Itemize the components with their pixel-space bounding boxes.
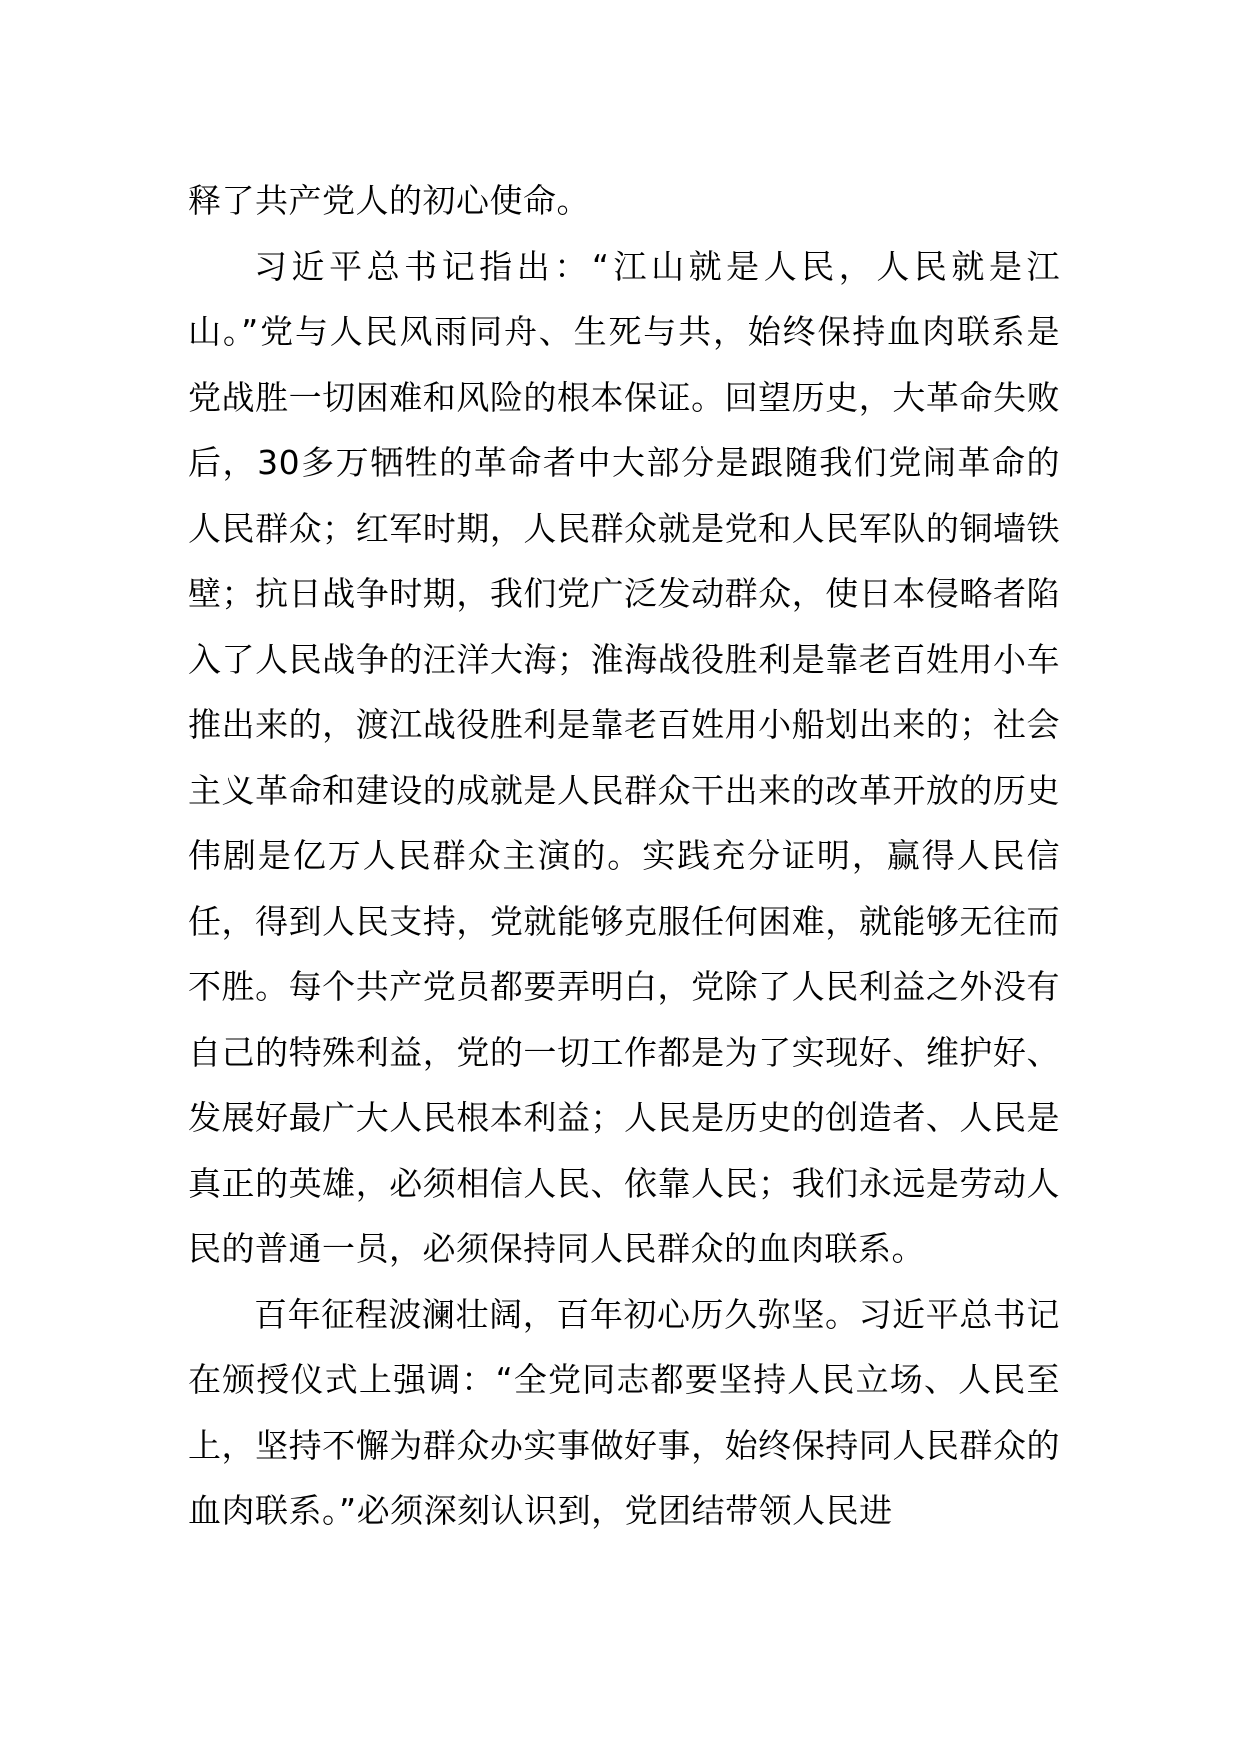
paragraph-people-are-country: 习近平总书记指出：“江山就是人民，人民就是江山。”党与人民风雨同舟、生死与共，始终保持血肉联系是党战胜一切困难和风险的根本保证。回望历史，大革命失败后，30多万牺牲的革命者中大部分是跟随我们党闹革命的人民群众；红军时期，人民群众就是党和人民军队的铜墙铁壁；抗日战争时期，我们党广泛发动群众，使日本侵略者陷入了人民战争的汪洋大海；淮海战役胜利是靠老百姓用小车推出来的，渡江战役胜利是靠老百姓用小船划出来的；社会主义革命和建设的成就是人民群众干出来的改革开放的历史伟剧是亿万人民群众主演的。实践充分证明，赢得人民信任，得到人民支持，党就能够克服任何困难，就能够无往而不胜。每个共产党员都要弄明白，党除了人民利益之外没有自己的特殊利益，党的一切工作都是为了实现好、维护好、发展好最广大人民根本利益；人民是历史的创造者、人民是真正的英雄，必须相信人民、依靠人民；我们永远是劳动人民的普通一员，必须保持同人民群众的血肉联系。 [188, 246, 1060, 1268]
paragraph-hundred-year-journey: 百年征程波澜壮阔，百年初心历久弥坚。习近平总书记在颁授仪式上强调：“全党同志都要坚持人民立场、人民至上，坚持不懈为群众办实事做好事，始终保持同人民群众的血肉联系。”必须深刻认识到，党团结带领人民进 [188, 1294, 1060, 1530]
document-body [188, 168, 1060, 1544]
paragraph-continuation: 释了共产党人的初心使命。 [188, 181, 590, 220]
